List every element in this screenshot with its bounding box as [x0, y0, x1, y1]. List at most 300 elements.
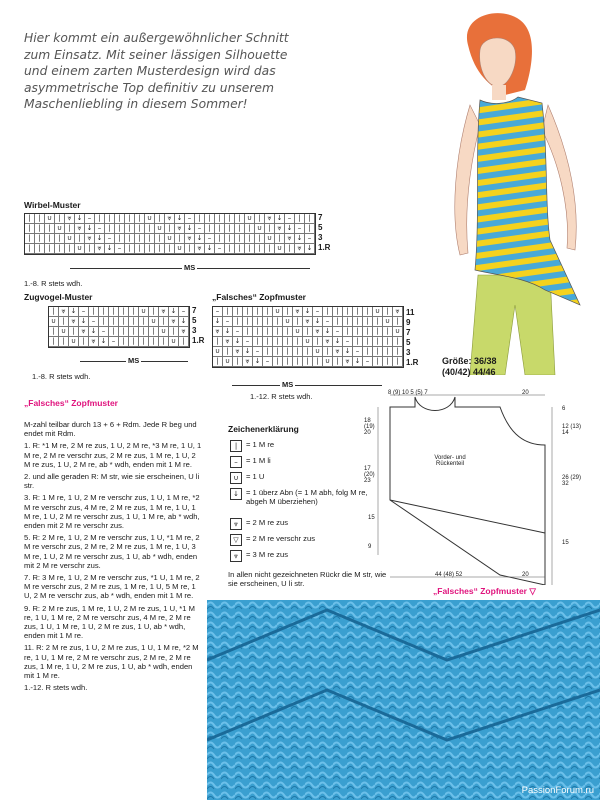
- chart-cell: ⩔: [75, 224, 85, 234]
- chart-cell: |: [95, 214, 105, 224]
- chart-cell: –: [243, 337, 253, 347]
- falsches-row-9: 9: [406, 318, 411, 327]
- chart-cell: |: [45, 244, 55, 254]
- schem-bottom: 44 (48) 52: [435, 572, 463, 578]
- chart-cell: ↓: [295, 234, 305, 244]
- chart-cell: ∪: [165, 234, 175, 244]
- instruction-paragraph: 5. R: 2 M re, 1 U, 2 M re verschr zus, 1 U, *1 M re, 2 M re verschr zus, 2 M re, 2 M re zus, 1 M re, 1 U, 3 M re, 1 U, 2 M re verschr zus, 1 U, ab * wdh, enden mit 2 M re verschr zus.: [24, 533, 200, 570]
- schem-left-2: 17 (20) 23: [364, 466, 375, 484]
- chart-cell: ∪: [149, 317, 159, 327]
- chart-cell: |: [253, 317, 263, 327]
- chart-cell: |: [145, 244, 155, 254]
- chart-cell: ⩔: [213, 327, 223, 337]
- chart-cell: |: [353, 307, 363, 317]
- chart-cell: |: [363, 347, 373, 357]
- chart-cell: |: [225, 214, 235, 224]
- wirbel-row-7: 7: [318, 213, 323, 222]
- chart-cell: |: [245, 234, 255, 244]
- chart-cell: |: [233, 357, 243, 367]
- chart-cell: |: [283, 327, 293, 337]
- chart-cell: |: [155, 234, 165, 244]
- chart-cell: –: [323, 317, 333, 327]
- chart-cell: ⩔: [333, 347, 343, 357]
- k2tog-icon: ⩔: [230, 518, 242, 530]
- chart-cell: |: [49, 327, 59, 337]
- chart-cell: |: [235, 234, 245, 244]
- chart-cell: |: [215, 234, 225, 244]
- chart-cell: ⩔: [293, 307, 303, 317]
- chart-cell: |: [235, 224, 245, 234]
- falsches-row-11: 11: [406, 308, 415, 317]
- chart-cell: ⩔: [223, 337, 233, 347]
- instruction-paragraph: 1. R: *1 M re, 2 M re zus, 1 U, 2 M re, *3 M re, 1 U, 1 M re, 2 M re verschr zus, 2 M re zus, 1 M re, 1 U, 2 M re zus, 1 U, 2 M re, ab * wdh, enden mit 1 M re.: [24, 441, 202, 469]
- chart-cell: –: [205, 234, 215, 244]
- chart-cell: |: [233, 317, 243, 327]
- zugvogel-row-1: 1.R: [192, 336, 205, 345]
- chart-cell: |: [155, 214, 165, 224]
- zugvogel-row-7: 7: [192, 306, 197, 315]
- chart-cell: –: [185, 214, 195, 224]
- chart-cell: |: [115, 234, 125, 244]
- chart-cell: –: [215, 244, 225, 254]
- chart-cell: |: [55, 244, 65, 254]
- chart-cell: ↓: [303, 307, 313, 317]
- falsches-chart-title: „Falsches“ Zopfmuster: [212, 292, 306, 302]
- chart-cell: ⩔: [265, 214, 275, 224]
- chart-cell: |: [165, 224, 175, 234]
- chart-cell: |: [213, 337, 223, 347]
- schem-top-right: 20: [522, 390, 529, 396]
- chart-cell: ∪: [65, 234, 75, 244]
- chart-cell: |: [393, 317, 403, 327]
- falsches-chart: [212, 306, 404, 368]
- intro-line: und einem zarten Musterdesign wird das: [24, 64, 276, 78]
- chart-cell: |: [155, 244, 165, 254]
- falsches-row-3: 3: [406, 348, 411, 357]
- chart-cell: ↓: [69, 307, 79, 317]
- yarn-over-icon: ∪: [230, 472, 242, 484]
- chart-cell: ↓: [75, 214, 85, 224]
- chart-cell: |: [363, 337, 373, 347]
- legend-text: = 3 M re zus: [246, 550, 288, 559]
- legend-text: = 2 M re verschr zus: [246, 534, 315, 543]
- instruction-paragraph: 2. und alle geraden R: M str, wie sie erscheinen, U li str.: [24, 472, 200, 491]
- wirbel-row-1: 1.R: [318, 243, 331, 252]
- chart-cell: ⩔: [59, 307, 69, 317]
- chart-cell: |: [125, 244, 135, 254]
- chart-cell: |: [363, 327, 373, 337]
- chart-cell: |: [343, 317, 353, 327]
- chart-cell: |: [273, 347, 283, 357]
- chart-cell: ⩔: [275, 224, 285, 234]
- chart-cell: |: [233, 307, 243, 317]
- chart-cell: ∪: [55, 224, 65, 234]
- knit-stitch-icon: |: [230, 440, 242, 452]
- chart-cell: ↓: [99, 337, 109, 347]
- chart-cell: |: [125, 234, 135, 244]
- chart-cell: ⩔: [185, 234, 195, 244]
- chart-cell: |: [383, 327, 393, 337]
- decrease-arrow-icon: ↓: [230, 488, 242, 500]
- chart-cell: |: [265, 244, 275, 254]
- chart-cell: |: [243, 307, 253, 317]
- chart-cell: ⩔: [285, 234, 295, 244]
- chart-cell: |: [35, 244, 45, 254]
- chart-cell: |: [223, 347, 233, 357]
- chart-cell: ↓: [343, 347, 353, 357]
- chart-cell: ↓: [175, 214, 185, 224]
- chart-cell: –: [115, 244, 125, 254]
- intro-text: [24, 30, 324, 113]
- chart-cell: ⩔: [89, 337, 99, 347]
- chart-cell: ↓: [243, 347, 253, 357]
- chart-cell: |: [265, 224, 275, 234]
- chart-cell: |: [149, 327, 159, 337]
- chart-cell: |: [125, 224, 135, 234]
- wirbel-chart: [24, 213, 316, 255]
- chart-cell: |: [283, 307, 293, 317]
- chart-cell: ↓: [213, 317, 223, 327]
- chart-cell: ↓: [285, 224, 295, 234]
- instructions-title: „Falsches“ Zopfmuster: [24, 398, 118, 408]
- chart-cell: |: [305, 214, 315, 224]
- chart-cell: ∪: [213, 347, 223, 357]
- size-info: [442, 356, 582, 378]
- chart-cell: ⩔: [175, 224, 185, 234]
- chart-cell: ⩔: [313, 327, 323, 337]
- chart-cell: |: [293, 357, 303, 367]
- chart-cell: |: [195, 214, 205, 224]
- chart-cell: |: [145, 234, 155, 244]
- chart-cell: |: [383, 347, 393, 357]
- chart-cell: |: [393, 347, 403, 357]
- chart-cell: ↓: [205, 244, 215, 254]
- chart-cell: ∪: [293, 327, 303, 337]
- chart-cell: |: [109, 317, 119, 327]
- chart-cell: |: [105, 224, 115, 234]
- chart-cell: |: [175, 234, 185, 244]
- chart-cell: ↓: [95, 234, 105, 244]
- chart-cell: |: [119, 317, 129, 327]
- chart-cell: ↓: [333, 337, 343, 347]
- falsches-row-7: 7: [406, 328, 411, 337]
- zugvogel-row-5: 5: [192, 316, 197, 325]
- schem-right-2: 12 (13) 14: [562, 424, 582, 436]
- intro-line: asymmetrische Top definitiv zu unserem: [24, 80, 274, 95]
- legend-text: = 1 U: [246, 472, 265, 481]
- chart-cell: –: [295, 224, 305, 234]
- chart-cell: |: [243, 317, 253, 327]
- chart-cell: ∪: [383, 317, 393, 327]
- chart-cell: |: [75, 234, 85, 244]
- chart-cell: –: [333, 327, 343, 337]
- chart-cell: ↓: [89, 327, 99, 337]
- chart-cell: |: [303, 327, 313, 337]
- instruction-paragraph: M-zahl teilbar durch 13 + 6 + Rdm. Jede R beg und endet mit Rdm.: [24, 420, 197, 439]
- chart-cell: |: [149, 307, 159, 317]
- chart-cell: ↓: [169, 307, 179, 317]
- chart-cell: |: [253, 327, 263, 337]
- chart-cell: |: [129, 337, 139, 347]
- chart-cell: ⩔: [65, 214, 75, 224]
- chart-cell: |: [253, 337, 263, 347]
- chart-cell: |: [293, 317, 303, 327]
- chart-cell: |: [139, 317, 149, 327]
- chart-cell: –: [109, 337, 119, 347]
- chart-cell: ∪: [155, 224, 165, 234]
- wirbel-note: 1.-8. R stets wdh.: [24, 279, 83, 288]
- chart-cell: |: [393, 337, 403, 347]
- chart-cell: |: [109, 327, 119, 337]
- chart-cell: |: [139, 337, 149, 347]
- schematic-caption: „Falsches“ Zopfmuster ▽: [433, 586, 536, 596]
- chart-cell: ⩔: [85, 234, 95, 244]
- chart-cell: |: [59, 317, 69, 327]
- schem-right-3: 26 (29) 32: [562, 475, 582, 487]
- chart-cell: ⩔: [95, 244, 105, 254]
- chart-cell: ∪: [323, 357, 333, 367]
- zugvogel-title: Zugvogel-Muster: [24, 292, 93, 302]
- instruction-paragraph: 7. R: 3 M re, 1 U, 2 M re verschr zus, *1 U, 1 M re, 2 M re verschr zus, 2 M re zus, 1 M re, 1 U, 5 M re, 1 U, 2 M re verschr zus, ab * wdh, enden mit 1 M re.: [24, 573, 200, 601]
- legend-footnote: In allen nicht gezeichneten Rückr die M str, wie sie erscheinen, U li str.: [228, 570, 387, 588]
- zugvogel-row-3: 3: [192, 326, 197, 335]
- chart-cell: ⩔: [79, 327, 89, 337]
- chart-cell: |: [69, 327, 79, 337]
- chart-cell: |: [283, 357, 293, 367]
- chart-cell: |: [283, 337, 293, 347]
- chart-cell: |: [263, 317, 273, 327]
- chart-cell: –: [213, 307, 223, 317]
- chart-cell: |: [263, 337, 273, 347]
- chart-cell: ∪: [69, 337, 79, 347]
- chart-cell: ↓: [79, 317, 89, 327]
- chart-cell: |: [109, 307, 119, 317]
- chart-cell: |: [295, 214, 305, 224]
- chart-cell: |: [25, 224, 35, 234]
- purl-stitch-icon: –: [230, 456, 242, 468]
- chart-cell: |: [145, 224, 155, 234]
- chart-cell: ⩔: [393, 307, 403, 317]
- chart-cell: |: [245, 244, 255, 254]
- chart-cell: ↓: [275, 214, 285, 224]
- chart-cell: ↓: [223, 327, 233, 337]
- falsches-row-1: 1.R: [406, 358, 419, 367]
- chart-cell: |: [25, 234, 35, 244]
- chart-cell: |: [263, 307, 273, 317]
- chart-cell: |: [25, 244, 35, 254]
- wirbel-row-5: 5: [318, 223, 323, 232]
- schem-right-4: 15: [562, 540, 569, 546]
- chart-cell: –: [363, 357, 373, 367]
- chart-cell: |: [129, 307, 139, 317]
- chart-cell: |: [283, 347, 293, 357]
- chart-cell: |: [129, 327, 139, 337]
- chart-cell: |: [129, 317, 139, 327]
- chart-cell: |: [373, 327, 383, 337]
- falsches-ms: MS: [282, 380, 294, 389]
- chart-cell: –: [105, 234, 115, 244]
- chart-cell: |: [343, 327, 353, 337]
- chart-cell: |: [149, 337, 159, 347]
- zugvogel-ms: MS: [128, 356, 140, 365]
- instruction-paragraph: 9. R: 2 M re zus, 1 M re, 1 U, 2 M re zus, 1 U, *1 M re, 1 U, 1 M re, 2 M re verschr zus, 4 M re, 2 M re zus, 1 U, 1 M re, 1 U, 2 M re zus, 1 U, ab * wdh, enden mit 1 M re.: [24, 603, 195, 641]
- chart-cell: ∪: [265, 234, 275, 244]
- chart-cell: |: [305, 224, 315, 234]
- chart-cell: ∪: [303, 337, 313, 347]
- chart-cell: ∪: [169, 337, 179, 347]
- chart-cell: ∪: [175, 244, 185, 254]
- chart-cell: |: [313, 337, 323, 347]
- chart-cell: –: [85, 214, 95, 224]
- chart-cell: ∪: [49, 317, 59, 327]
- chart-cell: |: [255, 234, 265, 244]
- chart-cell: ⩔: [159, 307, 169, 317]
- chart-cell: |: [213, 357, 223, 367]
- chart-cell: |: [333, 357, 343, 367]
- chart-cell: –: [79, 307, 89, 317]
- chart-cell: –: [223, 317, 233, 327]
- schematic-diagram: [360, 385, 590, 585]
- falsches-row-5: 5: [406, 338, 411, 347]
- chart-cell: ⩔: [343, 357, 353, 367]
- chart-cell: ↓: [313, 317, 323, 327]
- intro-line: Maschenliebling in diesem Sommer!: [24, 97, 248, 111]
- schem-left-4: 9: [368, 544, 372, 550]
- chart-cell: ⩔: [169, 317, 179, 327]
- schem-left-3: 15: [368, 515, 375, 521]
- chart-cell: |: [343, 307, 353, 317]
- chart-cell: |: [373, 317, 383, 327]
- chart-cell: |: [273, 357, 283, 367]
- chart-cell: |: [205, 214, 215, 224]
- chart-cell: |: [59, 337, 69, 347]
- chart-cell: –: [313, 307, 323, 317]
- chart-cell: |: [185, 244, 195, 254]
- chart-cell: |: [293, 347, 303, 357]
- chart-cell: |: [45, 224, 55, 234]
- chart-cell: –: [179, 307, 189, 317]
- instruction-paragraph: 11. R: 2 M re zus, 1 U, 2 M re zus, 1 U, 1 M re, *2 M re, 1 U, 1 M re, 2 M re verschr zus, 2 M re, 2 M re zus, 1 M re, 1 U, 2 M re zus, 1 U, ab * wdh, enden mit 1 M re.: [24, 643, 199, 681]
- knit-swatch-photo: [207, 600, 600, 800]
- chart-cell: |: [165, 244, 175, 254]
- chart-cell: ∪: [159, 327, 169, 337]
- chart-cell: |: [273, 327, 283, 337]
- chart-cell: |: [215, 224, 225, 234]
- chart-cell: |: [363, 317, 373, 327]
- chart-cell: |: [169, 327, 179, 337]
- chart-cell: |: [65, 244, 75, 254]
- chart-cell: |: [383, 357, 393, 367]
- chart-cell: ↓: [305, 244, 315, 254]
- size-label-2: (40/42) 44/46: [442, 367, 496, 377]
- chart-cell: ⩔: [303, 317, 313, 327]
- chart-cell: |: [243, 327, 253, 337]
- chart-cell: –: [285, 214, 295, 224]
- falsches-note: 1.-12. R stets wdh.: [250, 392, 313, 401]
- chart-cell: |: [383, 307, 393, 317]
- chart-cell: ∪: [245, 214, 255, 224]
- chart-cell: –: [343, 337, 353, 347]
- chart-cell: |: [159, 337, 169, 347]
- chart-cell: |: [115, 214, 125, 224]
- chart-cell: |: [49, 337, 59, 347]
- chart-cell: |: [223, 307, 233, 317]
- chart-cell: |: [373, 347, 383, 357]
- chart-cell: –: [263, 357, 273, 367]
- chart-cell: |: [275, 234, 285, 244]
- chart-cell: |: [99, 317, 109, 327]
- zugvogel-chart: [48, 306, 190, 348]
- chart-cell: |: [89, 307, 99, 317]
- k2tog-tbl-icon: ▽: [230, 534, 242, 546]
- chart-cell: |: [363, 307, 373, 317]
- chart-cell: |: [293, 337, 303, 347]
- chart-cell: |: [353, 327, 363, 337]
- chart-cell: ↓: [353, 357, 363, 367]
- chart-cell: |: [135, 244, 145, 254]
- chart-cell: |: [99, 307, 109, 317]
- chart-cell: |: [125, 214, 135, 224]
- chart-cell: ↓: [179, 317, 189, 327]
- chart-cell: |: [323, 347, 333, 357]
- chart-cell: ⩔: [69, 317, 79, 327]
- chart-cell: |: [353, 337, 363, 347]
- chart-cell: ∪: [313, 347, 323, 357]
- chart-cell: ↓: [85, 224, 95, 234]
- legend-text: = 1 M re: [246, 440, 275, 449]
- chart-cell: |: [119, 337, 129, 347]
- chart-cell: |: [35, 224, 45, 234]
- wirbel-title: Wirbel-Muster: [24, 200, 81, 210]
- chart-cell: |: [353, 317, 363, 327]
- intro-line: zum Einsatz. Mit seiner lässigen Silhouette: [24, 47, 288, 62]
- chart-cell: |: [35, 234, 45, 244]
- chart-cell: |: [35, 214, 45, 224]
- chart-cell: ↓: [323, 327, 333, 337]
- chart-cell: |: [25, 214, 35, 224]
- chart-cell: |: [303, 347, 313, 357]
- chart-cell: |: [215, 214, 225, 224]
- chart-cell: –: [305, 234, 315, 244]
- chart-cell: |: [225, 244, 235, 254]
- chart-cell: |: [323, 307, 333, 317]
- chart-cell: |: [263, 327, 273, 337]
- chart-cell: |: [333, 317, 343, 327]
- k3tog-icon: ⩔: [230, 550, 242, 562]
- chart-cell: |: [135, 214, 145, 224]
- chart-cell: |: [253, 307, 263, 317]
- size-label: Größe: 36/38: [442, 356, 497, 366]
- chart-cell: |: [119, 327, 129, 337]
- chart-cell: |: [235, 244, 245, 254]
- chart-cell: |: [273, 337, 283, 347]
- chart-cell: |: [135, 224, 145, 234]
- chart-cell: |: [179, 337, 189, 347]
- watermark: PassionForum.ru: [521, 785, 594, 796]
- chart-cell: ↓: [233, 337, 243, 347]
- chart-cell: –: [233, 327, 243, 337]
- chart-cell: –: [99, 327, 109, 337]
- chart-cell: |: [255, 214, 265, 224]
- chart-cell: |: [225, 224, 235, 234]
- chart-cell: ∪: [393, 327, 403, 337]
- chart-cell: |: [273, 317, 283, 327]
- chart-cell: |: [159, 317, 169, 327]
- instruction-paragraph: 1.-12. R stets wdh.: [24, 683, 88, 693]
- chart-cell: –: [89, 317, 99, 327]
- chart-cell: ∪: [75, 244, 85, 254]
- chart-cell: |: [45, 234, 55, 244]
